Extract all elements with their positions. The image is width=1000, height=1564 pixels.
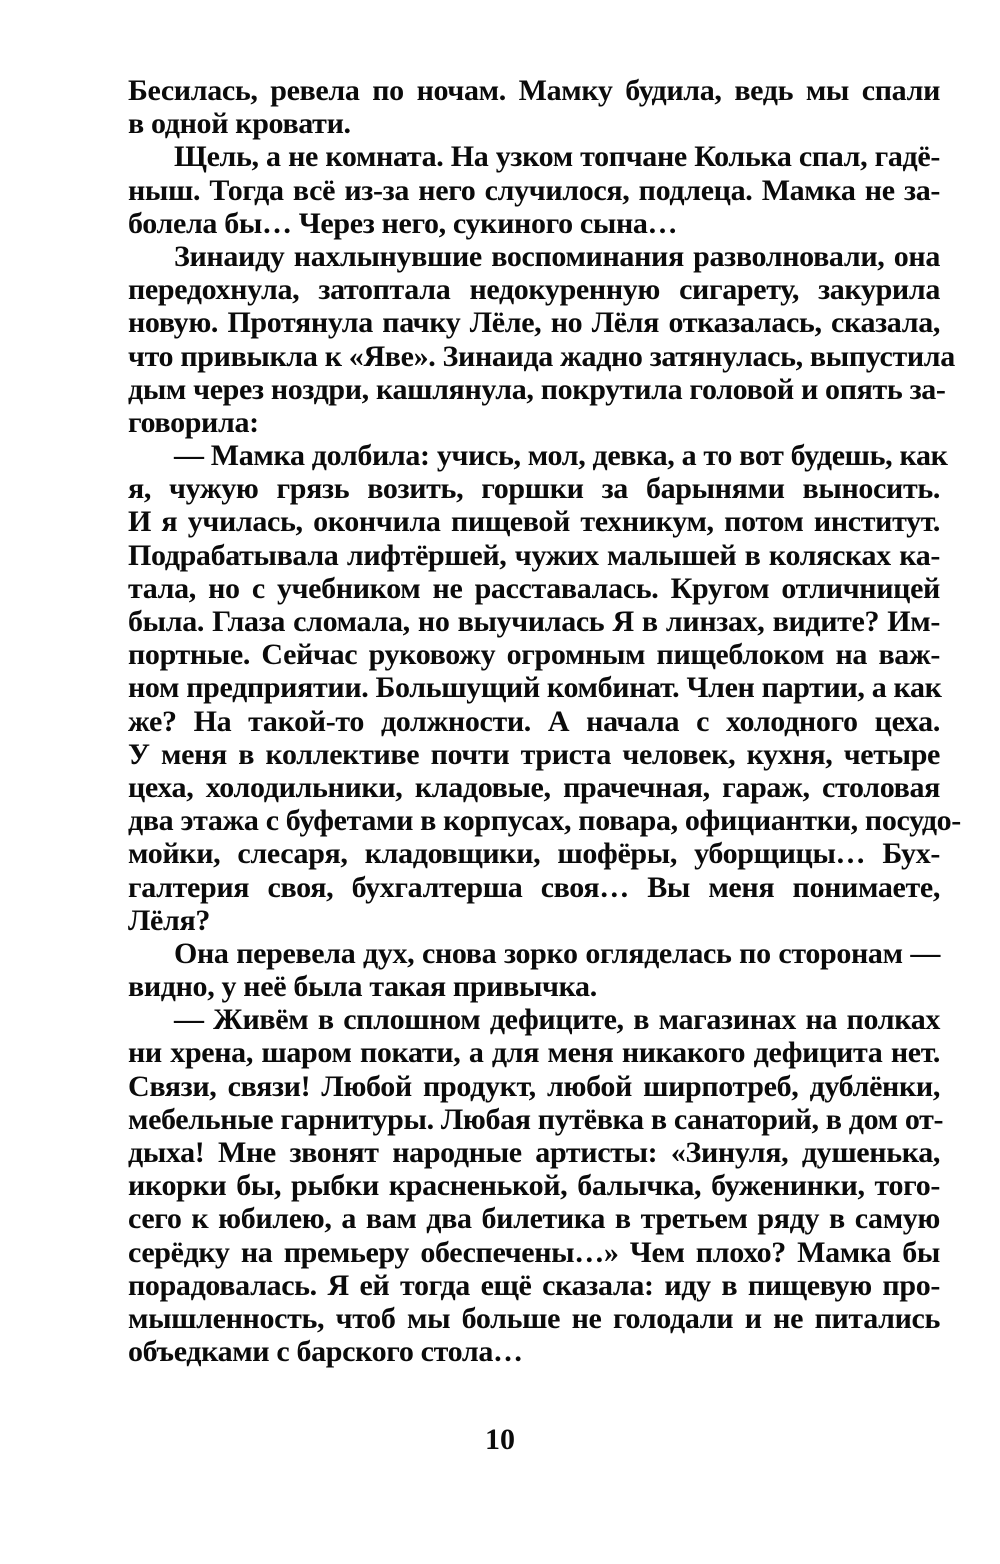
text-line: Зинаиду нахлынувшие воспоминания разволновали, она [174, 239, 940, 273]
page-number: 10 [485, 1423, 515, 1456]
text-line: говорила: [128, 405, 259, 439]
text-line: Она перевела дух, снова зорко огляделась по сторонам — [174, 936, 940, 970]
text-line: мебельные гарнитуры. Любая путёвка в санаторий, в дом от- [128, 1102, 944, 1136]
text-line: цеха, холодильники, кладовые, прачечная, гараж, столовая [128, 770, 940, 804]
text-line: икорки бы, рыбки красненькой, балычка, буженинки, того- [128, 1169, 940, 1203]
text-line: портные. Сейчас руковожу огромным пищеблоком на важ- [128, 638, 940, 672]
text-line: я, чужую грязь возить, горшки за барынями выносить. [128, 472, 940, 506]
text-line: Лёля? [128, 903, 210, 937]
text-line: же? На такой-то должности. А начала с холодного цеха. [128, 704, 940, 738]
text-line: передохнула, затоптала недокуренную сигарету, закурила [128, 273, 940, 307]
text-line: мойки, слесаря, кладовщики, шофёры, уборщицы… Бух- [128, 837, 940, 871]
text-line: два этажа с буфетами в корпусах, повара, официантки, посудо- [128, 804, 961, 838]
text-line: — Живём в сплошном дефиците, в магазинах на полках [174, 1003, 940, 1037]
text-line: мышленность, чтоб мы больше не голодали и не питались [128, 1301, 940, 1335]
text-line: сего к юбилею, а вам два билетика в третьем ряду в самую [128, 1202, 940, 1236]
text-line: серёдку на премьеру обеспечены…» Чем плохо? Мамка бы [128, 1235, 940, 1269]
text-line: болела бы… Через него, сукиного сына… [128, 206, 678, 240]
text-line: тала, но с учебником не расставалась. Кругом отличницей [128, 571, 940, 605]
text-line: была. Глаза сломала, но выучилась Я в линзах, видите? Им- [128, 605, 940, 638]
text-line: что привыкла к «Яве». Зинаида жадно затянулась, выпустила [128, 339, 955, 373]
body-text [128, 74, 961, 1369]
text-line: Щель, а не комната. На узком топчане Колька спал, гадё- [174, 140, 940, 174]
text-line: дыха! Мне звонят народные артисты: «Зинуля, душенька, [128, 1136, 940, 1169]
text-line: в одной кровати. [128, 107, 351, 141]
text-line: И я училась, окончила пищевой техникум, потом институт. [128, 505, 940, 539]
text-line: порадовалась. Я ей тогда ещё сказала: иду в пищевую про- [128, 1268, 940, 1302]
text-line: Подрабатывала лифтёршей, чужих малышей в колясках ка- [128, 538, 940, 572]
text-line: — Мамка долбила: учись, мол, девка, а то вот будешь, как [174, 439, 948, 473]
text-line: галтерия своя, бухгалтерша своя… Вы меня понимаете, [128, 870, 940, 904]
text-line: Связи, связи! Любой продукт, любой ширпотреб, дублёнки, [128, 1069, 940, 1103]
text-line: ныш. Тогда всё из-за него случилося, подлеца. Мамка не за- [128, 173, 940, 207]
text-line: новую. Протянула пачку Лёле, но Лёля отказалась, сказала, [128, 306, 940, 340]
text-line: объедками с барского стола… [128, 1335, 523, 1369]
text-line: ни хрена, шаром покати, а для меня никакого дефицита нет. [128, 1036, 940, 1070]
text-line: ном предприятии. Большущий комбинат. Член партии, а как [128, 671, 942, 705]
text-line: видно, у неё была такая привычка. [128, 970, 597, 1004]
text-line: У меня в коллективе почти триста человек, кухня, четыре [128, 737, 940, 771]
text-line: Бесилась, ревела по ночам. Мамку будила, ведь мы спали [128, 74, 940, 107]
text-line: дым через ноздри, кашлянула, покрутила головой и опять за- [128, 372, 946, 406]
